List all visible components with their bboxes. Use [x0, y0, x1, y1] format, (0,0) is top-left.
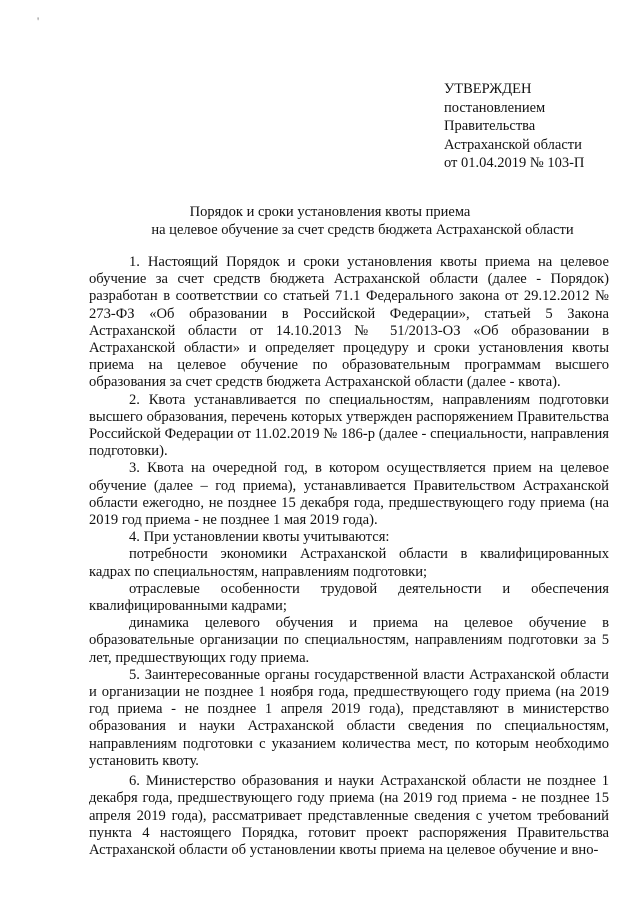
paragraph-1: 1. Настоящий Порядок и сроки установления квоты приема на целевое обучение за счет средств бюджета Астраханской области (далее - Порядок) разработан в соответствии со статьей 71.1 Федерального закона от 29.12.2012 № 273-ФЗ «Об образовании в Российской Федерации», статьей 5 Закона Астраханской области от 14.10.2013 № 51/2013-ОЗ «Об образовании в Астраханской области» и определяет процедуру и сроки установления квоты приема на целевое обучение по образовательным программам высшего образования за счет средств бюджета Астраханской области (далее - квота).	[89, 254, 609, 391]
paragraph-4-item-2: отраслевые особенности трудовой деятельности и обеспечения квалифицированными кадрами;	[89, 580, 609, 615]
margin-mark: '	[37, 14, 40, 28]
document-title	[0, 203, 640, 239]
paragraph-4-item-3: динамика целевого обучения и приема на целевое обучение в образовательные организации по специальностям, направлениям подготовки за 5 лет, предшествующих году приема.	[89, 615, 609, 666]
approval-line-1: постановлением	[444, 99, 546, 116]
paragraph-2: 2. Квота устанавливается по специальностям, направлениям подготовки высшего образования, перечень которых утвержден распоряжением Правительства Российской Федерации от 11.02.2019 № 186-р (далее - специальности, направления подготовки).	[89, 391, 609, 460]
title-line-1: Порядок и сроки установления квоты приема	[189, 204, 471, 220]
approval-heading: УТВЕРЖДЕН	[444, 81, 532, 97]
title-line-2: на целевое обучение за счет средств бюджета Астраханской области	[151, 222, 574, 238]
paragraph-5: 5. Заинтересованные органы государственной власти Астраханской области и организации не позднее 1 ноября года, предшествующего году приема (на 2019 год приема - не позднее 1 апреля 2019 года), представляют в министерство образования и науки Астраханской области сведения по специальностям, направлениям подготовки с указанием количества мест, по которым необходимо установить квоту.	[89, 666, 609, 769]
paragraph-4-item-1: потребности экономики Астраханской области в квалифицированных кадрах по специальностям, направлениям подготовки;	[89, 546, 609, 580]
document-body	[89, 254, 609, 859]
paragraph-6: 6. Министерство образования и науки Астраханской области не позднее 1 декабря года, предшествующего году приема (на 2019 год приема - не позднее 15 апреля 2019 года), рассматривает представленные сведения с учетом требований пункта 4 настоящего Порядка, готовит проект распоряжения Правительства Астраханской области об установлении квоты приема на целевое обучение и вно-	[89, 773, 609, 858]
approval-line-2: Правительства	[444, 118, 536, 134]
approval-stamp	[444, 80, 584, 173]
approval-line-3: Астраханской области	[444, 136, 582, 153]
approval-line-4: от 01.04.2019 № 103-П	[444, 155, 585, 171]
paragraph-3: 3. Квота на очередной год, в котором осуществляется прием на целевое обучение (далее – год приема), устанавливается Правительством Астраханской области ежегодно, не позднее 15 декабря года, предшествующего году приема (на 2019 год приема - не позднее 1 мая 2019 года).	[89, 460, 609, 529]
paragraph-4: 4. При установлении квоты учитываются:	[129, 529, 390, 546]
